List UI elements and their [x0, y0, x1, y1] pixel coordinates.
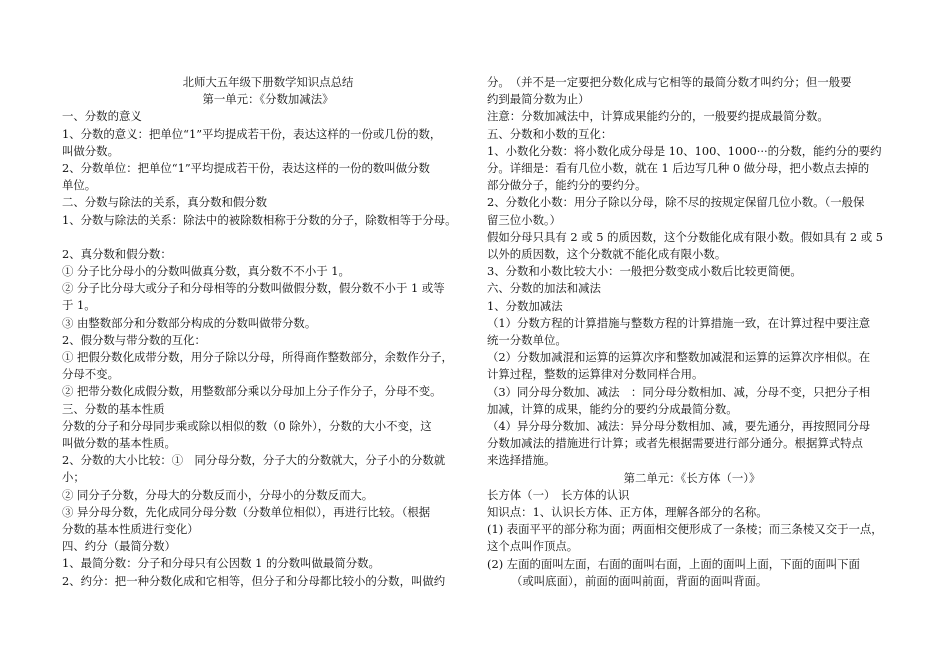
text-line: 二、分数与除法的关系，真分数和假分数 — [62, 195, 268, 210]
text-line: 分母不变。 — [62, 367, 119, 382]
text-line: (2) 左面的面叫左面，右面的面叫右面，上面的面叫上面，下面的面叫下面 — [487, 556, 860, 571]
text-line: 2、分数的大小比较：① 同分母分数，分子大的分数就大，分子小的分数就 — [62, 453, 446, 468]
text-line: ① 分子比分母小的分数叫做真分数，真分数不不小于 1。 — [62, 264, 350, 279]
text-line: 注意：分数加减法中，计算成果能约分的，一般要约提成最简分数。 — [487, 109, 829, 124]
text-line: 以外的质因数，这个分数就不能化成有限小数。 — [487, 247, 727, 262]
text-line: ③ 异分母分数，先化成同分母分数（分数单位相似），再进行比较。（根据 — [62, 504, 431, 519]
text-line: 假如分母只具有 2 或 5 的质因数，这个分数能化成有限小数。假如具有 2 或 5 — [487, 229, 884, 244]
text-line: 2、分数化小数：用分子除以分母，除不尽的按规定保留几位小数。（一般保 — [487, 195, 865, 210]
text-line: 单位。 — [62, 178, 97, 193]
text-line: ② 分子比分母大或分子和分母相等的分数叫做假分数，假分数不小于 1 或等 — [62, 281, 445, 296]
text-line: 分数加减法的措施进行计算；或者先根据需要进行部分通分。根据算式特点 — [487, 436, 863, 451]
text-line: 留三位小数。） — [487, 212, 562, 227]
text-line: ① 把假分数化成带分数，用分子除以分母，所得商作整数部分，余数作分子， — [62, 350, 453, 365]
text-line: 1、最简分数：分子和分母只有公因数 1 的分数叫做最简分数。 — [62, 556, 380, 571]
text-line: 这个点叫作顶点。 — [487, 539, 579, 554]
text-line: ② 同分子分数，分母大的分数反而小，分母小的分数反而大。 — [62, 487, 374, 502]
text-line: 2、真分数和假分数： — [62, 246, 172, 261]
text-line: 小； — [62, 470, 85, 485]
text-line: 1、分数的意义：把单位“1”平均提成若干份，表达这样的一份或几份的数， — [62, 126, 442, 141]
text-line: 来选择措施。 — [487, 453, 556, 468]
document-title: 北师大五年级下册数学知识点总结 — [182, 75, 354, 89]
text-line: 1、小数化分数：将小数化成分母是 10、100、1000···的分数，能约分的要约 — [487, 143, 882, 158]
text-line: （1）分数方程的计算措施与整数方程的计算措施一致，在计算过程中要注意 — [487, 315, 871, 330]
text-line: 3、分数和小数比较大小：一般把分数变成小数后比较更简便。 — [487, 264, 802, 279]
blank-line — [62, 229, 474, 246]
text-line: 统一分数单位。 — [487, 333, 567, 348]
text-line: 四、约分（最简分数） — [62, 539, 176, 554]
text-line: 分数的基本性质进行变化） — [62, 522, 199, 537]
right-text-block-a — [487, 74, 897, 470]
text-line: 计算过程，整数的运算律对分数同样合用。 — [487, 367, 704, 382]
text-line: 六、分数的加法和减法 — [487, 281, 601, 296]
text-line: 2、约分：把一种分数化成和它相等，但分子和分母都比较小的分数，叫做约 — [62, 573, 446, 588]
text-line: 一、分数的意义 — [62, 109, 142, 124]
text-line: 约到最简分数为止） — [487, 92, 590, 107]
text-line: 加减，计算的成果，能约分的要约分成最简分数。 — [487, 401, 738, 416]
text-line: 长方体（一） 长方体的认识 — [487, 487, 630, 502]
text-line: (1) 表面平平的部分称为面；两面相交便形成了一条棱；而三条棱又交于一点， — [487, 522, 883, 537]
left-text-block — [62, 108, 474, 589]
text-line: 于 1。 — [62, 298, 96, 313]
text-line: （或叫底面），前面的面叫前面，背面的面叫背面。 — [511, 573, 768, 588]
text-line: 叫做分数的基本性质。 — [62, 436, 176, 451]
text-line: 1、分数与除法的关系：除法中的被除数相称于分数的分子，除数相等于分母。 — [62, 212, 457, 227]
text-line: ③ 由整数部分和分数部分构成的分数叫做带分数。 — [62, 315, 317, 330]
text-line: 分。 （并不是一定要把分数化成与它相等的最简分数才叫约分；但一般要 — [487, 75, 852, 89]
right-column — [487, 74, 897, 590]
text-line: （3）同分母分数加、减法 ：同分母分数相加、减，分母不变，只把分子相 — [487, 384, 871, 399]
left-column — [62, 74, 474, 590]
right-text-block-b — [487, 487, 897, 573]
text-line: 分。详细是：看有几位小数，就在 1 后边写几种 0 做分母，把小数点去掉的 — [487, 161, 870, 176]
text-line: 2、假分数与带分数的互化： — [62, 332, 206, 347]
text-line: 1、分数加减法 — [487, 298, 563, 313]
text-line: ② 把带分数化成假分数，用整数部分乘以分母加上分子作分子，分母不变。 — [62, 384, 442, 399]
unit2-title: 第二单元：《长方体（一）》 — [623, 470, 761, 485]
text-line: 2、分数单位：把单位“1”平均提成若干份，表达这样的一份的数叫做分数 — [62, 161, 430, 176]
text-line: 分数的分子和分母同步乘或除以相似的数（0 除外），分数的大小不变，这 — [62, 418, 432, 433]
unit1-title: 第一单元：《分数加减法》 — [202, 92, 334, 107]
text-line: 知识点：1、认识长方体、正方体，理解各部分的名称。 — [487, 505, 768, 520]
text-line: （2）分数加减混和运算的运算次序和整数加减混和运算的运算次序相似。在 — [487, 350, 871, 365]
text-line: （4）异分母分数加、减法：异分母分数相加、减，要先通分，再按照同分母 — [487, 419, 871, 434]
text-line: 部分做分子，能约分的要约分。 — [487, 178, 647, 193]
text-line: 三、分数的基本性质 — [62, 401, 165, 416]
text-line: 叫做分数。 — [62, 143, 119, 158]
text-line: 五、分数和小数的互化： — [487, 126, 613, 141]
